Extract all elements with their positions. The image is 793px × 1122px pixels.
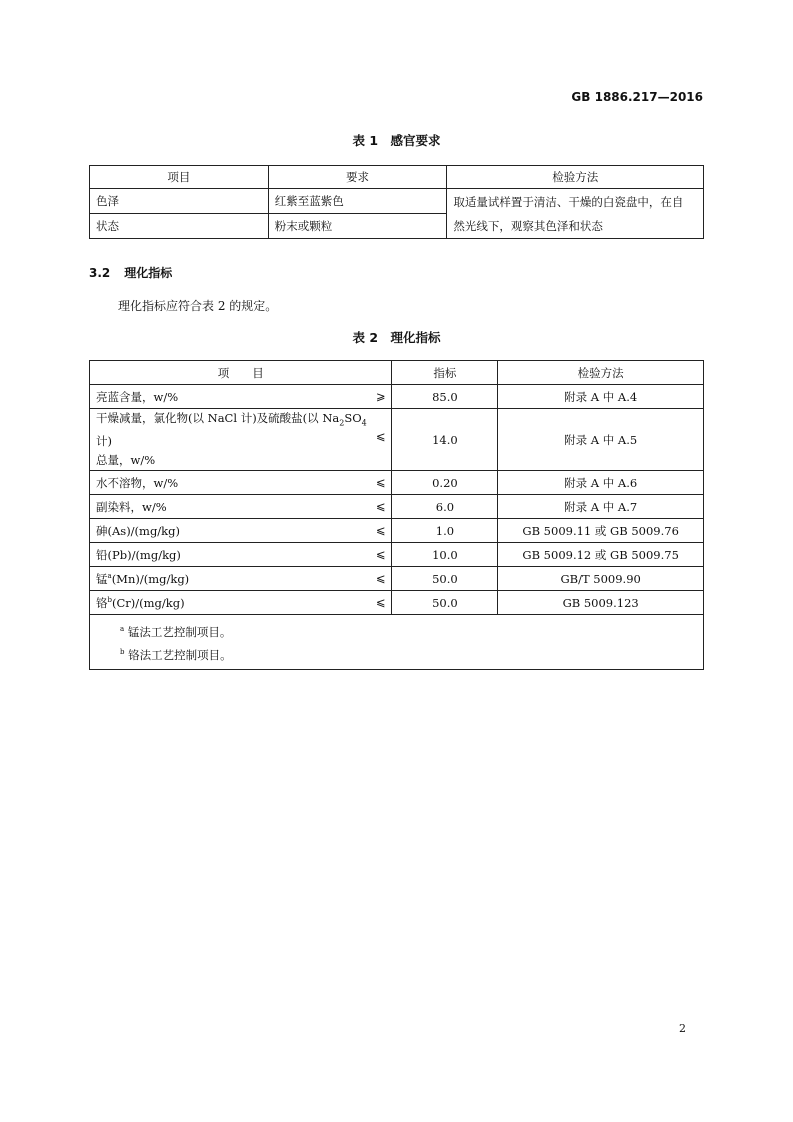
item-cell xyxy=(90,567,392,591)
comparison-symbol: ⩽ xyxy=(375,498,386,513)
value-cell: 85.0 xyxy=(392,385,498,409)
item-label: 铅(Pb)/(mg/kg) xyxy=(96,547,181,562)
item-label: 水不溶物，w/% xyxy=(96,475,179,490)
comparison-symbol: ⩽ xyxy=(375,474,386,489)
table-row xyxy=(90,189,704,214)
table-row xyxy=(90,471,704,495)
column-header-item: 项 目 xyxy=(90,361,392,385)
method-cell: GB 5009.123 xyxy=(498,591,704,615)
column-header-method: 检验方法 xyxy=(447,166,704,189)
table-header-row xyxy=(90,361,704,385)
section-paragraph: 理化指标应符合表 2 的规定。 xyxy=(118,299,278,313)
footnote-mark: a xyxy=(107,571,112,580)
requirement-cell: 粉末或颗粒 xyxy=(268,214,447,239)
item-label: 干燥减量，氯化物(以 NaCl 计)及硫酸盐(以 Na xyxy=(96,411,340,425)
item-cell: 色泽 xyxy=(90,189,269,214)
method-cell xyxy=(447,189,704,239)
comparison-symbol: ⩽ xyxy=(375,594,386,609)
method-cell: 附录 A 中 A.4 xyxy=(498,385,704,409)
table-note xyxy=(120,642,703,665)
item-label: 计) xyxy=(96,434,112,449)
table-row xyxy=(90,409,704,471)
note-text: 锰法工艺控制项目。 xyxy=(127,625,232,640)
method-cell: 附录 A 中 A.5 xyxy=(498,409,704,471)
table1-caption: 表 1 感官要求 xyxy=(352,133,441,148)
method-cell: 附录 A 中 A.7 xyxy=(498,495,704,519)
item-label: 砷(As)/(mg/kg) xyxy=(96,523,180,538)
item-cell xyxy=(90,543,392,567)
method-line: 取适量试样置于清洁、干燥的白瓷盘中，在自 xyxy=(453,195,684,209)
item-cell xyxy=(90,471,392,495)
table-notes-row xyxy=(90,615,704,670)
item-label: 总量，w/% xyxy=(96,453,156,468)
table-row xyxy=(90,385,704,409)
table2-caption: 表 2 理化指标 xyxy=(352,330,441,345)
sensory-requirements-table xyxy=(89,165,704,239)
method-cell: GB 5009.11 或 GB 5009.76 xyxy=(498,519,704,543)
section-title: 理化指标 xyxy=(124,266,173,280)
section-heading xyxy=(89,264,172,281)
column-header-value: 指标 xyxy=(392,361,498,385)
item-label: 锰 xyxy=(96,571,108,586)
value-cell: 14.0 xyxy=(392,409,498,471)
method-cell: 附录 A 中 A.6 xyxy=(498,471,704,495)
comparison-symbol: ⩽ xyxy=(375,429,386,443)
table-row xyxy=(90,567,704,591)
table-row xyxy=(90,591,704,615)
standard-code: GB 1886.217—2016 xyxy=(571,90,703,104)
subscript: 4 xyxy=(361,418,367,428)
column-header-item: 项目 xyxy=(90,166,269,189)
comparison-symbol: ⩽ xyxy=(375,570,386,585)
value-cell: 50.0 xyxy=(392,591,498,615)
value-cell: 6.0 xyxy=(392,495,498,519)
footnote-mark: b xyxy=(120,648,125,657)
section-number: 3.2 xyxy=(89,266,111,280)
item-label: 亮蓝含量，w/% xyxy=(96,389,179,404)
table-row xyxy=(90,543,704,567)
column-header-requirement: 要求 xyxy=(268,166,447,189)
value-cell: 10.0 xyxy=(392,543,498,567)
item-cell xyxy=(90,409,392,471)
physicochemical-indicators-table xyxy=(89,360,704,670)
method-cell: GB/T 5009.90 xyxy=(498,567,704,591)
item-cell xyxy=(90,591,392,615)
item-label: SO xyxy=(344,411,362,425)
item-label: (Cr)/(mg/kg) xyxy=(111,595,185,610)
value-cell: 0.20 xyxy=(392,471,498,495)
comparison-symbol: ⩽ xyxy=(375,546,386,561)
item-cell xyxy=(90,495,392,519)
item-label: 副染料，w/% xyxy=(96,499,167,514)
footnote-mark: a xyxy=(120,625,125,634)
table-note xyxy=(120,619,703,642)
page-number: 2 xyxy=(679,1022,686,1035)
item-label: (Mn)/(mg/kg) xyxy=(111,571,190,586)
requirement-cell: 红紫至蓝紫色 xyxy=(268,189,447,214)
method-line: 然光线下，观察其色泽和状态 xyxy=(453,219,603,233)
comparison-symbol: ⩾ xyxy=(375,388,386,403)
comparison-symbol: ⩽ xyxy=(375,522,386,537)
item-cell xyxy=(90,385,392,409)
method-cell: GB 5009.12 或 GB 5009.75 xyxy=(498,543,704,567)
footnote-mark: b xyxy=(107,595,112,604)
value-cell: 1.0 xyxy=(392,519,498,543)
table-row xyxy=(90,495,704,519)
table-row xyxy=(90,519,704,543)
subscript: 2 xyxy=(339,418,345,428)
table-header-row xyxy=(90,166,704,189)
table-notes xyxy=(90,615,704,670)
note-text: 铬法工艺控制项目。 xyxy=(128,647,232,662)
item-label: 铬 xyxy=(96,595,108,610)
item-cell: 状态 xyxy=(90,214,269,239)
value-cell: 50.0 xyxy=(392,567,498,591)
column-header-method: 检验方法 xyxy=(498,361,704,385)
item-cell xyxy=(90,519,392,543)
